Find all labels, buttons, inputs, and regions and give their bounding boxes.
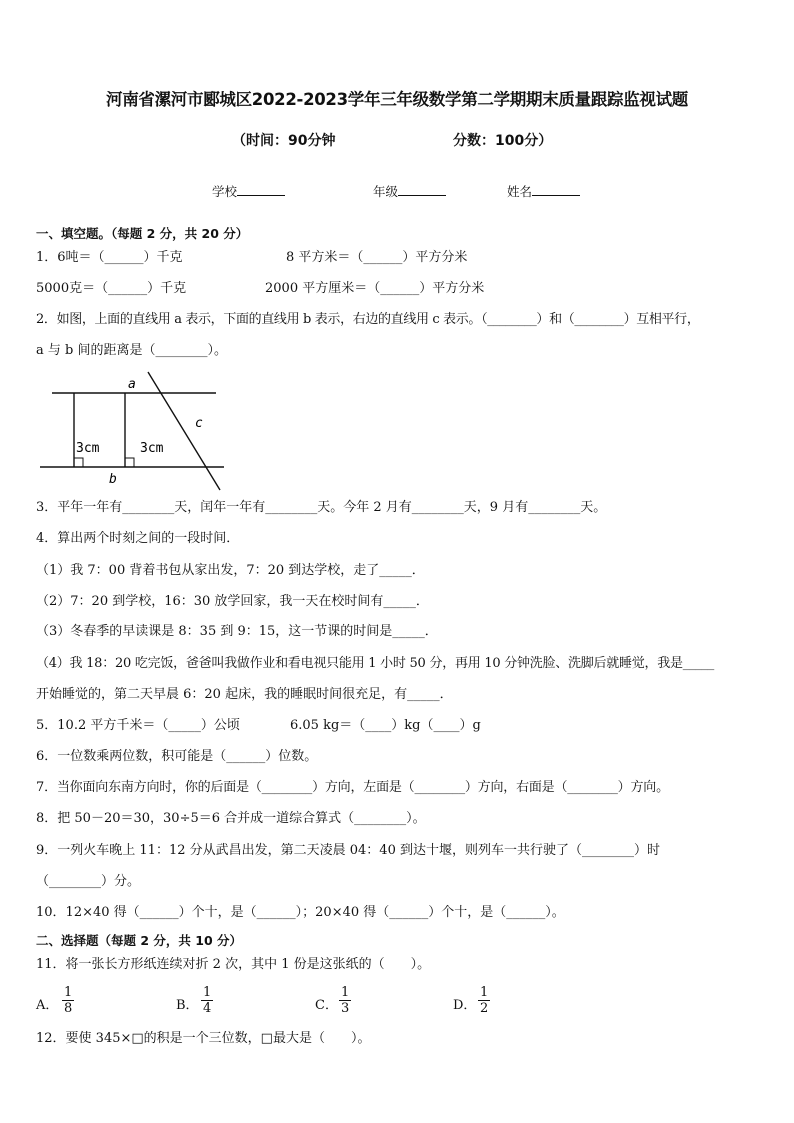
option-c-label: C． [315, 998, 338, 1013]
question-1a: 1．6吨＝（______）千克 [36, 250, 183, 265]
section-1-heading: 一、填空题。（每题 2 分，共 20 分） [36, 226, 249, 241]
option-a-numerator: 1 [64, 985, 73, 1000]
question-8: 8．把 50－20＝30，30÷5＝6 合并成一道综合算式（________）。 [36, 811, 426, 826]
section-2-heading: 二、选择题（每题 2 分，共 10 分） [36, 933, 243, 948]
option-c-denominator: 3 [341, 1001, 350, 1016]
label-c: c [195, 416, 203, 431]
school-field [212, 182, 285, 200]
option-a-denominator: 8 [64, 1001, 73, 1016]
option-b-fraction [201, 985, 213, 1016]
label-a: a [128, 377, 136, 392]
option-c-fraction [339, 985, 351, 1016]
question-5b: 6.05 kg＝（____）kg（____）g [290, 718, 481, 733]
question-3: 3．平年一年有________天，闰年一年有________天。今年 2 月有________天，9 月有________天。 [36, 500, 607, 515]
question-6: 6．一位数乘两位数，积可能是（______）位数。 [36, 749, 318, 764]
question-11: 11．将一张长方形纸连续对折 2 次，其中 1 份是这张纸的（ ）。 [36, 957, 431, 972]
option-d-label: D． [453, 998, 477, 1013]
question-9-line2: （________）分。 [36, 874, 141, 889]
question-1b: 8 平方米＝（______）平方分米 [286, 250, 468, 265]
exam-title: 河南省漯河市郾城区2022-2023学年三年级数学第二学期期末质量跟踪监视试题 [106, 90, 688, 109]
length-label-2: 3cm [140, 441, 164, 456]
option-b-denominator: 4 [203, 1001, 212, 1016]
option-b-label: B． [176, 998, 199, 1013]
question-10: 10．12×40 得（______）个十，是（______）；20×40 得（______）个十，是（______）。 [36, 905, 565, 920]
question-1d: 2000 平方厘米＝（______）平方分米 [265, 281, 485, 296]
option-d-numerator: 1 [480, 985, 489, 1000]
option-a-fraction [62, 985, 74, 1016]
name-label: 姓名 [507, 184, 533, 199]
line-c [148, 372, 220, 490]
question-4-4-line2: 开始睡觉的，第二天早晨 6：20 起床，我的睡眠时间很充足，有_____． [36, 687, 453, 702]
parallel-lines-figure [38, 370, 228, 492]
school-label: 学校 [212, 184, 238, 199]
exam-score: 分数：100分） [453, 133, 553, 149]
question-9-line1: 9．一列火车晚上 11：12 分从武昌出发，第二天凌晨 04：40 到达十堰，则列车一共行驶了（________）时 [36, 843, 660, 858]
question-4-3: （3）冬春季的早读课是 8：35 到 9：15，这一节课的时间是_____． [36, 624, 438, 639]
right-angle-mark-2 [125, 458, 134, 467]
name-blank [532, 183, 580, 196]
question-4-4-line1: （4）我 18：20 吃完饭，爸爸叫我做作业和看电视只能用 1 小时 50 分，再用 10 分钟洗脸、洗脚后就睡觉，我是_____ [36, 656, 715, 671]
question-4: 4．算出两个时刻之间的一段时间． [36, 531, 240, 546]
name-field [507, 182, 580, 200]
option-b-numerator: 1 [203, 985, 212, 1000]
question-4-1: （1）我 7：00 背着书包从家出发，7：20 到达学校，走了_____． [36, 563, 425, 578]
length-label-1: 3cm [76, 441, 100, 456]
question-7: 7．当你面向东南方向时，你的后面是（________）方向，左面是（________）方向，右面是（________）方向。 [36, 780, 669, 795]
right-angle-mark-1 [74, 458, 83, 467]
question-12: 12．要使 345×□的积是一个三位数，□最大是（ ）。 [36, 1031, 371, 1046]
option-d-fraction [478, 985, 490, 1016]
option-d-denominator: 2 [480, 1001, 489, 1016]
grade-field [373, 182, 446, 200]
exam-time: （时间：90分钟 [232, 133, 336, 149]
option-c-numerator: 1 [341, 985, 350, 1000]
question-1c: 5000克＝（______）千克 [36, 281, 187, 296]
grade-blank [398, 183, 446, 196]
label-b: b [109, 472, 117, 487]
grade-label: 年级 [373, 184, 399, 199]
option-a-label: A． [36, 998, 59, 1013]
question-5a: 5．10.2 平方千米＝（_____）公顷 [36, 718, 240, 733]
question-4-2: （2）7：20 到学校，16：30 放学回家，我一天在校时间有_____． [36, 594, 429, 609]
school-blank [237, 183, 285, 196]
question-2-line1: 2．如图，上面的直线用 a 表示，下面的直线用 b 表示，右边的直线用 c 表示。（________）和（________）互相平行， [36, 312, 700, 327]
question-2-line2: a 与 b 间的距离是（________）。 [36, 343, 227, 358]
